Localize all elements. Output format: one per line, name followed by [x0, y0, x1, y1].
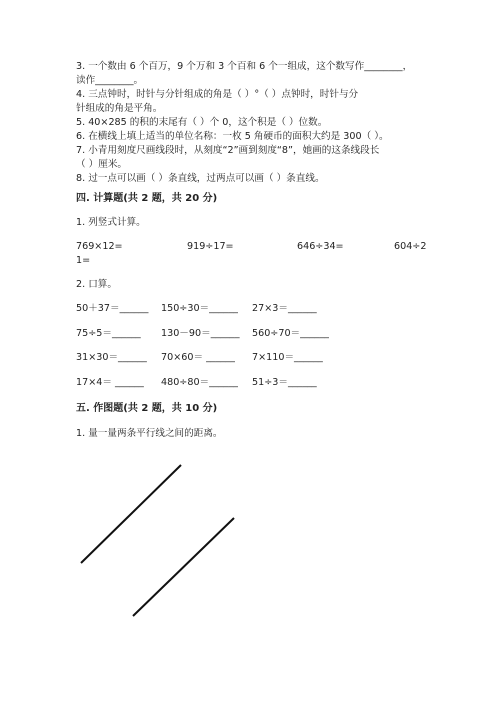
vertical-calc-item: 769×12= — [76, 241, 123, 252]
section-4-q1-label: 1. 列竖式计算。 — [76, 217, 146, 228]
oral-calc-item: 31×30＝______ — [76, 352, 147, 363]
question-5: 5. 40×285 的积的末尾有（ ）个 0，这个积是（ ）位数。 — [76, 117, 328, 128]
oral-calc-item: 560÷70＝______ — [252, 328, 329, 339]
oral-calc-item: 27×3＝______ — [252, 303, 317, 314]
oral-calc-item: 50＋37＝______ — [76, 303, 149, 314]
parallel-line-lower — [133, 518, 234, 616]
oral-calc-item: 17×4＝ ______ — [76, 377, 144, 388]
oral-calc-item: 7×110＝______ — [252, 352, 323, 363]
vertical-calc-wrap: 1= — [76, 255, 91, 266]
oral-calc-item: 480÷80＝______ — [161, 377, 238, 388]
question-7-line-1: 7. 小青用刻度尺画线段时，从刻度“2”画到刻度“8”，她画的这条线段长 — [76, 145, 380, 156]
section-5-q1-label: 1. 量一量两条平行线之间的距离。 — [76, 428, 223, 439]
question-6: 6. 在横线上填上适当的单位名称：一枚 5 角硬币的面积大约是 300（ ）。 — [76, 131, 389, 142]
question-4-line-1: 4. 三点钟时，时针与分针组成的角是（ ）°（ ）点钟时，时针与分 — [76, 89, 359, 100]
oral-calc-item: 70×60＝ ______ — [161, 352, 235, 363]
oral-calc-item: 150÷30＝______ — [161, 303, 238, 314]
parallel-line-upper — [81, 465, 181, 563]
section-4-q2-label: 2. 口算。 — [76, 279, 117, 290]
vertical-calc-item: 604÷2 — [394, 241, 427, 252]
question-3-line-2: 读作________。 — [76, 75, 144, 86]
vertical-calc-item: 646÷34= — [297, 241, 344, 252]
oral-calc-item: 75÷5＝______ — [76, 328, 141, 339]
question-8: 8. 过一点可以画（ ）条直线，过两点可以画（ ）条直线。 — [76, 173, 325, 184]
vertical-calc-item: 919÷17= — [187, 241, 234, 252]
question-7-line-2: （ ）厘米。 — [76, 159, 128, 170]
oral-calc-item: 51÷3＝______ — [252, 377, 317, 388]
question-3-line-1: 3. 一个数由 6 个百万，9 个万和 3 个百和 6 个一组成，这个数写作________， — [76, 61, 413, 72]
oral-calc-item: 130－90＝______ — [161, 328, 240, 339]
question-4-line-2: 针组成的角是平角。 — [76, 103, 163, 114]
section-5-title: 五. 作图题(共 2 题，共 10 分) — [76, 403, 218, 414]
section-4-title: 四. 计算题(共 2 题，共 20 分) — [76, 193, 218, 204]
